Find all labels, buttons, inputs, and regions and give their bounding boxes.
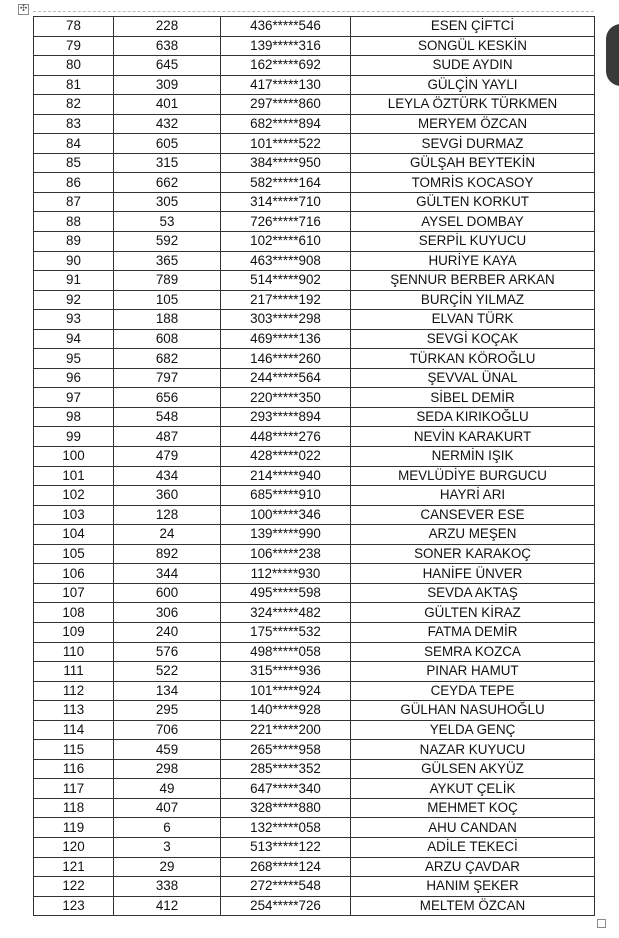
- row-number-cell: 90: [34, 251, 114, 271]
- count-cell: 24: [114, 525, 221, 545]
- count-cell: 432: [114, 114, 221, 134]
- masked-id-cell: 146*****260: [221, 349, 351, 369]
- masked-id-cell: 647*****340: [221, 779, 351, 799]
- table-row: [34, 681, 595, 701]
- count-cell: 797: [114, 368, 221, 388]
- count-cell: 401: [114, 95, 221, 115]
- masked-id-cell: 324*****482: [221, 603, 351, 623]
- table-row: [34, 192, 595, 212]
- table-row: [34, 173, 595, 193]
- row-number-cell: 94: [34, 329, 114, 349]
- full-name-cell: SEVGİ DURMAZ: [351, 134, 595, 154]
- row-number-cell: 110: [34, 642, 114, 662]
- count-cell: 53: [114, 212, 221, 232]
- full-name-cell: ARZU MEŞEN: [351, 525, 595, 545]
- full-name-cell: LEYLA ÖZTÜRK TÜRKMEN: [351, 95, 595, 115]
- count-cell: 592: [114, 232, 221, 252]
- table-row: [34, 544, 595, 564]
- masked-id-cell: 175*****532: [221, 622, 351, 642]
- row-number-cell: 103: [34, 505, 114, 525]
- row-number-cell: 112: [34, 681, 114, 701]
- masked-id-cell: 265*****958: [221, 740, 351, 760]
- masked-id-cell: 268*****124: [221, 857, 351, 877]
- masked-id-cell: 469*****136: [221, 329, 351, 349]
- count-cell: 645: [114, 56, 221, 76]
- masked-id-cell: 285*****352: [221, 759, 351, 779]
- full-name-cell: SEMRA KOZCA: [351, 642, 595, 662]
- table-row: [34, 877, 595, 897]
- table-row: [34, 447, 595, 467]
- table-row: [34, 251, 595, 271]
- table-row: [34, 310, 595, 330]
- count-cell: 105: [114, 290, 221, 310]
- table-row: [34, 583, 595, 603]
- count-cell: 412: [114, 896, 221, 916]
- count-cell: 240: [114, 622, 221, 642]
- row-number-cell: 82: [34, 95, 114, 115]
- masked-id-cell: 217*****192: [221, 290, 351, 310]
- row-number-cell: 123: [34, 896, 114, 916]
- masked-id-cell: 514*****902: [221, 271, 351, 291]
- full-name-cell: SERPİL KUYUCU: [351, 232, 595, 252]
- count-cell: 365: [114, 251, 221, 271]
- row-number-cell: 111: [34, 662, 114, 682]
- table-row: [34, 368, 595, 388]
- table-row: [34, 388, 595, 408]
- row-number-cell: 108: [34, 603, 114, 623]
- table-top-edge: [33, 11, 594, 12]
- table-row: [34, 896, 595, 916]
- count-cell: 344: [114, 564, 221, 584]
- row-number-cell: 81: [34, 75, 114, 95]
- row-number-cell: 84: [34, 134, 114, 154]
- full-name-cell: TOMRİS KOCASOY: [351, 173, 595, 193]
- count-cell: 407: [114, 798, 221, 818]
- masked-id-cell: 513*****122: [221, 837, 351, 857]
- count-cell: 656: [114, 388, 221, 408]
- count-cell: 487: [114, 427, 221, 447]
- full-name-cell: AHU CANDAN: [351, 818, 595, 838]
- masked-id-cell: 328*****880: [221, 798, 351, 818]
- table-row: [34, 740, 595, 760]
- masked-id-cell: 726*****716: [221, 212, 351, 232]
- row-number-cell: 121: [34, 857, 114, 877]
- count-cell: 522: [114, 662, 221, 682]
- full-name-cell: SEVGİ KOÇAK: [351, 329, 595, 349]
- full-name-cell: ELVAN TÜRK: [351, 310, 595, 330]
- table-row: [34, 818, 595, 838]
- table-row: [34, 622, 595, 642]
- table-row: [34, 505, 595, 525]
- row-number-cell: 98: [34, 407, 114, 427]
- full-name-cell: YELDA GENÇ: [351, 720, 595, 740]
- row-number-cell: 113: [34, 701, 114, 721]
- table-row: [34, 329, 595, 349]
- masked-id-cell: 417*****130: [221, 75, 351, 95]
- full-name-cell: MERYEM ÖZCAN: [351, 114, 595, 134]
- row-number-cell: 99: [34, 427, 114, 447]
- masked-id-cell: 297*****860: [221, 95, 351, 115]
- table-row: [34, 662, 595, 682]
- row-number-cell: 107: [34, 583, 114, 603]
- table-row: [34, 798, 595, 818]
- table-row: [34, 759, 595, 779]
- count-cell: 706: [114, 720, 221, 740]
- row-number-cell: 115: [34, 740, 114, 760]
- masked-id-cell: 139*****990: [221, 525, 351, 545]
- table-row: [34, 36, 595, 56]
- row-number-cell: 101: [34, 466, 114, 486]
- masked-id-cell: 498*****058: [221, 642, 351, 662]
- full-name-cell: GÜLSEN AKYÜZ: [351, 759, 595, 779]
- count-cell: 338: [114, 877, 221, 897]
- full-name-cell: NERMİN IŞIK: [351, 447, 595, 467]
- masked-id-cell: 428*****022: [221, 447, 351, 467]
- row-number-cell: 88: [34, 212, 114, 232]
- count-cell: 360: [114, 486, 221, 506]
- masked-id-cell: 293*****894: [221, 407, 351, 427]
- count-cell: 459: [114, 740, 221, 760]
- row-number-cell: 105: [34, 544, 114, 564]
- table-row: [34, 486, 595, 506]
- full-name-cell: SONER KARAKOÇ: [351, 544, 595, 564]
- row-number-cell: 119: [34, 818, 114, 838]
- count-cell: 29: [114, 857, 221, 877]
- roster-table-body: [34, 17, 595, 916]
- table-row: [34, 779, 595, 799]
- table-row: [34, 134, 595, 154]
- count-cell: 298: [114, 759, 221, 779]
- masked-id-cell: 463*****908: [221, 251, 351, 271]
- masked-id-cell: 384*****950: [221, 153, 351, 173]
- row-number-cell: 114: [34, 720, 114, 740]
- count-cell: 188: [114, 310, 221, 330]
- masked-id-cell: 436*****546: [221, 17, 351, 37]
- row-number-cell: 95: [34, 349, 114, 369]
- masked-id-cell: 102*****610: [221, 232, 351, 252]
- row-number-cell: 78: [34, 17, 114, 37]
- table-row: [34, 153, 595, 173]
- full-name-cell: GÜLHAN NASUHOĞLU: [351, 701, 595, 721]
- table-row: [34, 75, 595, 95]
- row-number-cell: 120: [34, 837, 114, 857]
- table-row: [34, 290, 595, 310]
- row-number-cell: 89: [34, 232, 114, 252]
- masked-id-cell: 162*****692: [221, 56, 351, 76]
- masked-id-cell: 221*****200: [221, 720, 351, 740]
- table-row: [34, 720, 595, 740]
- masked-id-cell: 314*****710: [221, 192, 351, 212]
- full-name-cell: AYKUT ÇELİK: [351, 779, 595, 799]
- table-row: [34, 427, 595, 447]
- full-name-cell: MEVLÜDİYE BURGUCU: [351, 466, 595, 486]
- full-name-cell: MEHMET KOÇ: [351, 798, 595, 818]
- full-name-cell: SUDE AYDIN: [351, 56, 595, 76]
- count-cell: 434: [114, 466, 221, 486]
- count-cell: 309: [114, 75, 221, 95]
- masked-id-cell: 582*****164: [221, 173, 351, 193]
- full-name-cell: GÜLTEN KİRAZ: [351, 603, 595, 623]
- row-number-cell: 91: [34, 271, 114, 291]
- count-cell: 789: [114, 271, 221, 291]
- full-name-cell: BURÇİN YILMAZ: [351, 290, 595, 310]
- row-number-cell: 116: [34, 759, 114, 779]
- count-cell: 892: [114, 544, 221, 564]
- table-row: [34, 857, 595, 877]
- table-row: [34, 642, 595, 662]
- full-name-cell: SEVDA AKTAŞ: [351, 583, 595, 603]
- masked-id-cell: 495*****598: [221, 583, 351, 603]
- masked-id-cell: 100*****346: [221, 505, 351, 525]
- full-name-cell: AYSEL DOMBAY: [351, 212, 595, 232]
- full-name-cell: GÜLŞAH BEYTEKİN: [351, 153, 595, 173]
- table-row: [34, 466, 595, 486]
- count-cell: 128: [114, 505, 221, 525]
- full-name-cell: NEVİN KARAKURT: [351, 427, 595, 447]
- table-row: [34, 271, 595, 291]
- row-number-cell: 109: [34, 622, 114, 642]
- full-name-cell: HANİFE ÜNVER: [351, 564, 595, 584]
- table-row: [34, 701, 595, 721]
- row-number-cell: 122: [34, 877, 114, 897]
- row-number-cell: 106: [34, 564, 114, 584]
- count-cell: 576: [114, 642, 221, 662]
- row-number-cell: 86: [34, 173, 114, 193]
- table-row: [34, 232, 595, 252]
- full-name-cell: ADİLE TEKECİ: [351, 837, 595, 857]
- full-name-cell: ARZU ÇAVDAR: [351, 857, 595, 877]
- full-name-cell: ESEN ÇİFTCİ: [351, 17, 595, 37]
- full-name-cell: FATMA DEMİR: [351, 622, 595, 642]
- count-cell: 608: [114, 329, 221, 349]
- table-row: [34, 564, 595, 584]
- masked-id-cell: 682*****894: [221, 114, 351, 134]
- full-name-cell: NAZAR KUYUCU: [351, 740, 595, 760]
- side-tab[interactable]: [606, 24, 619, 86]
- count-cell: 315: [114, 153, 221, 173]
- table-row: [34, 95, 595, 115]
- full-name-cell: SONGÜL KESKİN: [351, 36, 595, 56]
- masked-id-cell: 244*****564: [221, 368, 351, 388]
- row-number-cell: 85: [34, 153, 114, 173]
- row-number-cell: 118: [34, 798, 114, 818]
- count-cell: 479: [114, 447, 221, 467]
- table-move-handle-icon[interactable]: ✣: [19, 4, 28, 14]
- masked-id-cell: 214*****940: [221, 466, 351, 486]
- full-name-cell: ŞENNUR BERBER ARKAN: [351, 271, 595, 291]
- roster-table: [33, 16, 595, 916]
- count-cell: 228: [114, 17, 221, 37]
- count-cell: 6: [114, 818, 221, 838]
- masked-id-cell: 101*****924: [221, 681, 351, 701]
- row-number-cell: 97: [34, 388, 114, 408]
- count-cell: 306: [114, 603, 221, 623]
- masked-id-cell: 303*****298: [221, 310, 351, 330]
- full-name-cell: SEDA KIRIKOĞLU: [351, 407, 595, 427]
- full-name-cell: SİBEL DEMİR: [351, 388, 595, 408]
- table-row: [34, 349, 595, 369]
- masked-id-cell: 448*****276: [221, 427, 351, 447]
- table-row: [34, 114, 595, 134]
- masked-id-cell: 139*****316: [221, 36, 351, 56]
- table-row: [34, 212, 595, 232]
- table-row: [34, 56, 595, 76]
- count-cell: 305: [114, 192, 221, 212]
- full-name-cell: HAYRİ ARI: [351, 486, 595, 506]
- full-name-cell: MELTEM ÖZCAN: [351, 896, 595, 916]
- masked-id-cell: 254*****726: [221, 896, 351, 916]
- masked-id-cell: 106*****238: [221, 544, 351, 564]
- full-name-cell: GÜLÇİN YAYLI: [351, 75, 595, 95]
- full-name-cell: HURİYE KAYA: [351, 251, 595, 271]
- row-number-cell: 100: [34, 447, 114, 467]
- full-name-cell: GÜLTEN KORKUT: [351, 192, 595, 212]
- masked-id-cell: 272*****548: [221, 877, 351, 897]
- count-cell: 548: [114, 407, 221, 427]
- count-cell: 134: [114, 681, 221, 701]
- count-cell: 638: [114, 36, 221, 56]
- masked-id-cell: 685*****910: [221, 486, 351, 506]
- row-number-cell: 92: [34, 290, 114, 310]
- count-cell: 605: [114, 134, 221, 154]
- masked-id-cell: 132*****058: [221, 818, 351, 838]
- table-row: [34, 603, 595, 623]
- row-number-cell: 104: [34, 525, 114, 545]
- table-resize-handle-icon[interactable]: [597, 919, 606, 928]
- count-cell: 662: [114, 173, 221, 193]
- table-row: [34, 407, 595, 427]
- count-cell: 600: [114, 583, 221, 603]
- count-cell: 3: [114, 837, 221, 857]
- masked-id-cell: 220*****350: [221, 388, 351, 408]
- full-name-cell: CEYDA TEPE: [351, 681, 595, 701]
- count-cell: 682: [114, 349, 221, 369]
- count-cell: 49: [114, 779, 221, 799]
- table-row: [34, 525, 595, 545]
- count-cell: 295: [114, 701, 221, 721]
- masked-id-cell: 315*****936: [221, 662, 351, 682]
- masked-id-cell: 140*****928: [221, 701, 351, 721]
- full-name-cell: PINAR HAMUT: [351, 662, 595, 682]
- row-number-cell: 87: [34, 192, 114, 212]
- full-name-cell: TÜRKAN KÖROĞLU: [351, 349, 595, 369]
- table-row: [34, 17, 595, 37]
- row-number-cell: 96: [34, 368, 114, 388]
- row-number-cell: 80: [34, 56, 114, 76]
- full-name-cell: HANIM ŞEKER: [351, 877, 595, 897]
- row-number-cell: 93: [34, 310, 114, 330]
- row-number-cell: 83: [34, 114, 114, 134]
- full-name-cell: CANSEVER ESE: [351, 505, 595, 525]
- masked-id-cell: 101*****522: [221, 134, 351, 154]
- row-number-cell: 102: [34, 486, 114, 506]
- table-row: [34, 837, 595, 857]
- masked-id-cell: 112*****930: [221, 564, 351, 584]
- row-number-cell: 79: [34, 36, 114, 56]
- full-name-cell: ŞEVVAL ÜNAL: [351, 368, 595, 388]
- row-number-cell: 117: [34, 779, 114, 799]
